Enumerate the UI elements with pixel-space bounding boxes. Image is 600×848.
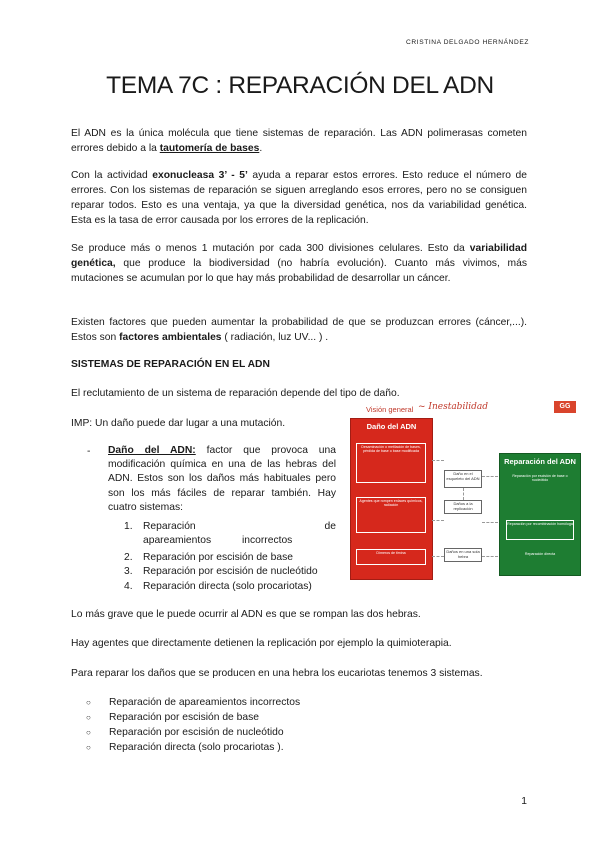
repair-box-direct: Reparación directa xyxy=(524,552,556,556)
paragraph-factors xyxy=(71,315,527,345)
paragraph-mutation-text-a: Se produce más o menos 1 mutación por cada 300 divisiones celulares. Esto da xyxy=(71,243,470,254)
page-title: TEMA 7C : REPARACIÓN DEL ADN xyxy=(106,72,494,99)
list-item xyxy=(86,740,300,755)
author-name: CRISTINA DELGADO HERNÁNDEZ xyxy=(406,39,529,46)
paragraph-exonuclease-text-b: ayuda a reparar estos errores. Esto reduce el número de errores. Con los sistemas de reparación se siguen arreglando esos errores, pero no se consiguen reparar todos. Esto es una ventaja, ya que la diversidad genética, nos da variabilidad genética. Esta es la tasa de error causada por los errores de la replicación. xyxy=(71,170,528,226)
circle-bullet-icon: ○ xyxy=(86,713,91,722)
connector xyxy=(463,488,464,500)
circle-bullet-icon: ○ xyxy=(86,698,91,707)
page-number: 1 xyxy=(521,796,527,807)
list-number: 4. xyxy=(124,580,133,592)
figure-title: Visión general xyxy=(366,405,414,414)
connector xyxy=(482,476,498,477)
list-item xyxy=(124,565,336,579)
damage-type-replication: Daños a la replicación xyxy=(444,500,482,514)
paragraph-exonuclease xyxy=(71,168,527,228)
term-variabilidad: variabilidad genética, xyxy=(71,243,527,269)
list-item xyxy=(86,695,300,710)
list-text: Reparación directa (solo procariotas) xyxy=(143,580,312,592)
list-item xyxy=(86,710,300,725)
circle-bullet-icon: ○ xyxy=(86,728,91,737)
repair-panel-title: Reparación del ADN xyxy=(504,457,576,466)
line-imp: IMP: Un daño puede dar lugar a una mutación. xyxy=(71,418,286,429)
damage-type-backbone: Daño en el esqueleto del ADN xyxy=(444,470,482,488)
list-number: 2. xyxy=(124,551,133,563)
line-agentes: Hay agentes que directamente detienen la replicación por ejemplo la quimioterapia. xyxy=(71,638,452,649)
paragraph-intro-text-b: . xyxy=(259,143,263,154)
list-text: Reparación de apareamientos incorrectos xyxy=(143,521,336,547)
repair-panel xyxy=(499,453,581,576)
list-item xyxy=(124,520,336,549)
dash-bullet: - xyxy=(87,446,91,457)
paragraph-factors-text-b: ( radiación, luz UV... ) . xyxy=(221,332,329,343)
list-text: Reparación directa (solo procariotas ). xyxy=(109,742,284,753)
dano-description xyxy=(108,444,336,515)
damage-box-bases: Desaminación o metilación de bases, pérdida de base o base modificada xyxy=(356,443,426,483)
connector xyxy=(432,556,444,557)
paragraph-exonuclease-text-a: Con la actividad xyxy=(71,170,153,181)
dna-repair-figure xyxy=(346,404,582,581)
paragraph-factors-text-a: Existen factores que pueden aumentar la probabilidad de que se produzcan errores (cáncer,...). Estos son xyxy=(71,317,527,343)
circle-bullet-icon: ○ xyxy=(86,743,91,752)
list-text: Reparación de apareamientos incorrectos xyxy=(109,697,301,708)
damage-box-dimers: Dímeros de timina xyxy=(356,549,426,565)
list-number: 3. xyxy=(124,566,133,578)
numbered-list xyxy=(124,520,336,594)
damage-box-agents: Agentes que rompen enlaces químicos, radiación xyxy=(356,497,426,533)
list-text: Reparación por escisión de base xyxy=(143,551,293,563)
line-eucariotas: Para reparar los daños que se producen en una hebra los eucariotas tenemos 3 sistemas. xyxy=(71,668,483,679)
connector xyxy=(482,556,498,557)
connector xyxy=(432,520,444,521)
damage-panel xyxy=(350,418,433,580)
line-recruitment: El reclutamiento de un sistema de reparación depende del tipo de daño. xyxy=(71,388,400,399)
list-text: Reparación por escisión de base xyxy=(109,712,259,723)
list-item xyxy=(124,580,336,594)
paragraph-mutation-text-b: que produce la biodiversidad (no habría evolución). Cuanto más vivimos, más mutaciones se acumulan por lo que hay más probabilidad de desarrollar un cáncer. xyxy=(71,258,527,284)
dano-text: factor que provoca una modificación química en una de las hebras del ADN. Estos son los daños más habituales pero son los más fáciles de reparar también. Hay cuatro sistemas: xyxy=(108,445,336,513)
section-heading: SISTEMAS DE REPARACIÓN EN EL ADN xyxy=(71,359,270,370)
damage-type-single-strand: Daños en una sola hebra xyxy=(444,548,482,562)
paragraph-mutation-rate xyxy=(71,241,527,286)
list-item xyxy=(86,725,300,740)
term-factores-ambientales: factores ambientales xyxy=(119,332,222,343)
repair-box-excision: Reparación por escisión de base o nucleótido xyxy=(512,474,568,483)
repair-box-recombination: Reparación por recombinación homóloga xyxy=(506,520,574,540)
damage-panel-title: Daño del ADN xyxy=(366,422,417,431)
list-text: Reparación por escisión de nucleótido xyxy=(109,727,284,738)
term-dano-adn: Daño del ADN: xyxy=(108,445,196,456)
paragraph-intro-text-a: El ADN es la única molécula que tiene sistemas de reparación. Las ADN polimerasas cometen errores debido a la xyxy=(71,128,527,154)
connector xyxy=(482,522,498,523)
list-item xyxy=(124,551,336,565)
figure-handwritten-note: ~ Inestabilidad xyxy=(418,402,488,412)
list-text: Reparación por escisión de nucleótido xyxy=(143,566,318,578)
figure-logo: GG xyxy=(554,401,576,413)
term-exonucleasa: exonucleasa 3’ - 5’ xyxy=(152,170,248,181)
connector xyxy=(432,460,444,461)
circle-list xyxy=(86,695,300,755)
term-tautomeria: tautomería de bases xyxy=(159,143,260,154)
list-number: 1. xyxy=(124,521,133,532)
paragraph-intro xyxy=(71,126,527,156)
line-grave: Lo más grave que le puede ocurrir al ADN es que se rompan las dos hebras. xyxy=(71,609,421,620)
